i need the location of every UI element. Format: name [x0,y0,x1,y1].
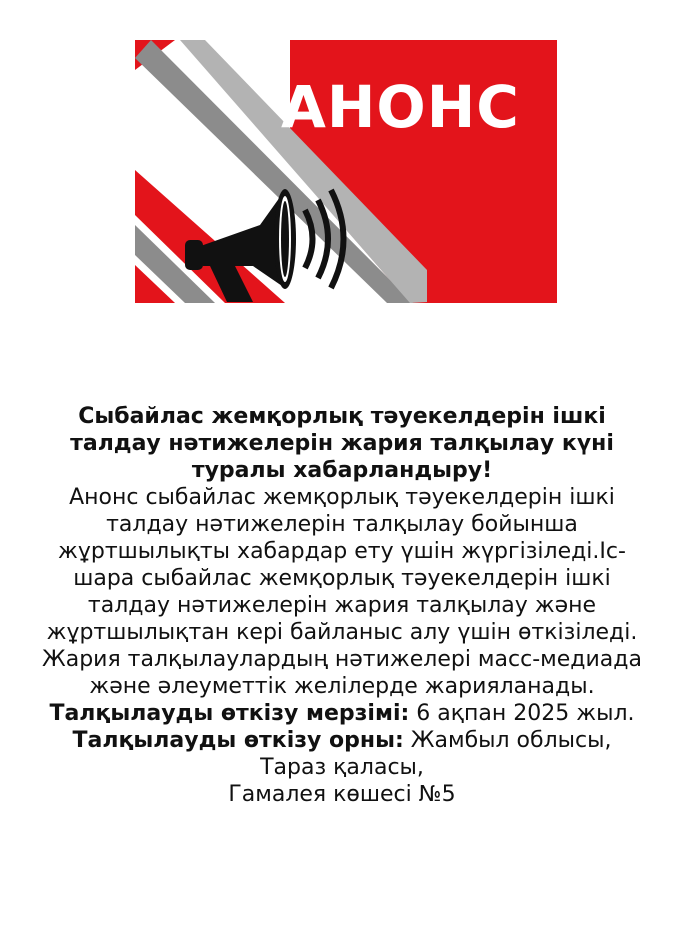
announcement-banner [135,40,557,303]
discussion-place-city: Тараз қаласы, [260,755,424,780]
announcement-content [30,403,654,808]
discussion-date-label: Талқылауды өткізу мерзімі: [49,701,410,726]
discussion-place [30,727,654,808]
discussion-date-value: 6 ақпан 2025 жыл. [409,701,635,726]
discussion-place-label: Талқылауды өткізу орны: [72,728,404,753]
discussion-place-region: Жамбыл облысы, [403,728,612,753]
banner-title: АНОНС [281,73,520,141]
banner-graphic [135,40,557,303]
announcement-body: Анонс сыбайлас жемқорлық тәуекелдерін ішкі талдау нәтижелерін талқылау бойынша жұртшылықты хабардар ету үшін жүргізіледі.Іс-шара сыбайлас жемқорлық тәуекелдерін ішкі талдау нәтижелерін жария талқылау және жұртшылықтан кері байланыс алу үшін өткізіледі. Жария талқылаулардың нәтижелері масс-медиада және әлеуметтік желілерде жарияланады. [42,485,642,699]
discussion-date [30,700,654,727]
announcement-heading: Сыбайлас жемқорлық тәуекелдерін ішкі талдау нәтижелерін жария талқылау күні туралы хабарландыру! [70,404,614,483]
discussion-place-street: Гамалея көшесі №5 [228,782,456,807]
